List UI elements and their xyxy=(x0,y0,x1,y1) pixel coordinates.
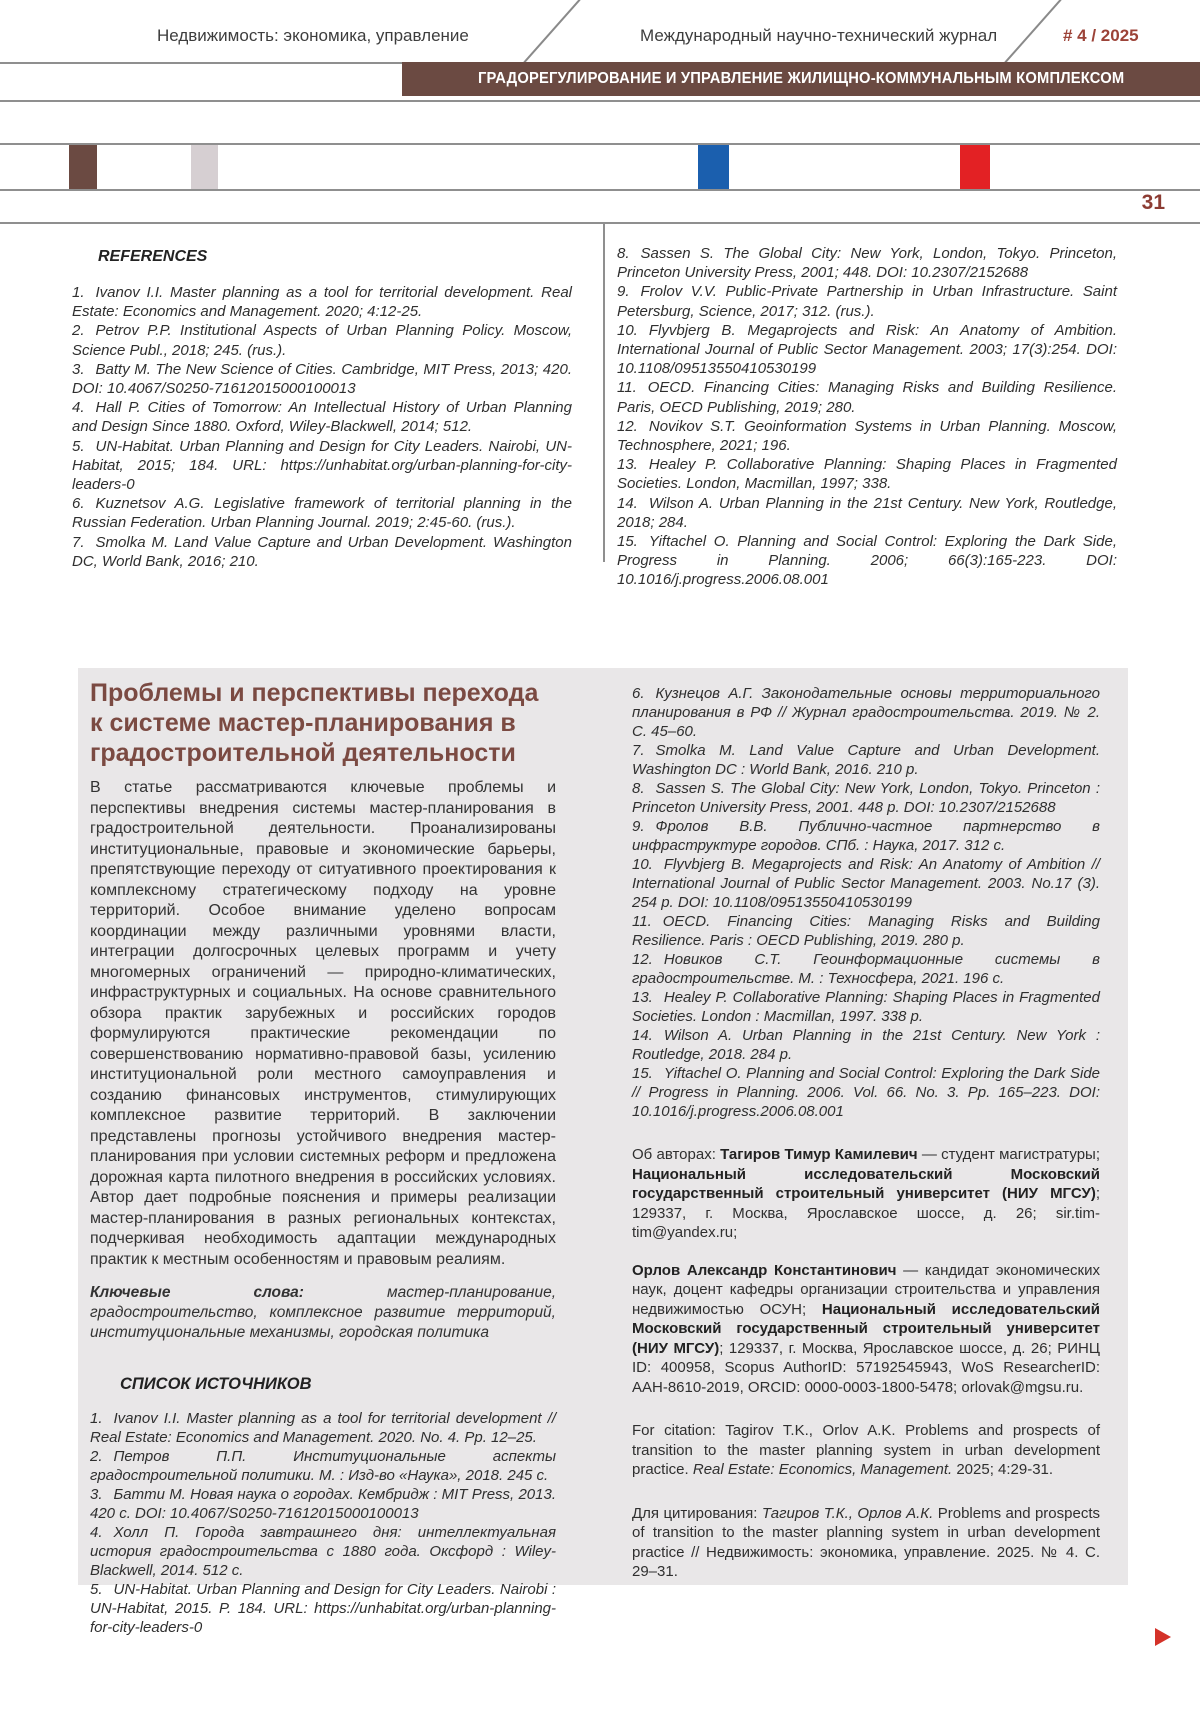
reference-item: 2. Petrov P.P. Institutional Aspects of Urban Planning Policy. Moscow, Science Publ., 2018; 245. (rus.). xyxy=(72,322,572,359)
sources-heading: СПИСОК ИСТОЧНИКОВ xyxy=(120,1375,312,1393)
source-item: 8. Sassen S. The Global City: New York, London, Tokyo. Princeton : Princeton University Press, 2001. 448 p. DOI: 10.2307/2152688 xyxy=(632,780,1100,816)
header-diagonal-divider xyxy=(1004,0,1061,63)
author1-university: Национальный исследовательский Московский государственный строительный университет (НИУ МГСУ) xyxy=(632,1165,1100,1202)
annotation-column-right xyxy=(632,684,1100,1582)
author2-name: Орлов Александр Константинович xyxy=(632,1261,897,1279)
author1-name: Тагиров Тимур Камилевич xyxy=(720,1146,918,1163)
red-arrow-marker-icon xyxy=(1155,1628,1171,1646)
header-rule xyxy=(0,189,1200,191)
reference-item: 12. Novikov S.T. Geoinformation Systems in Urban Planning. Moscow, Technosphere, 2021; 196. xyxy=(617,417,1117,455)
author2-paragraph: Орлов Александр Константинович — кандидат экономических наук, доцент кафедры организации строительства и управления недвижимостью ОСУН; Национальный исследовательский Московский государственный строительный университет (НИУ МГСУ); 129337, г. Москва, Ярославское шоссе, д. 26; РИНЦ ID: 400958, Scopus AuthorID: 57192545943, WoS ResearcherID: AAH-8610-2019, ORCID: 0000-0003-1800-5478; orlovak@mgsu.ru. xyxy=(632,1261,1100,1396)
references-top-rule xyxy=(0,222,1200,224)
references-column-divider xyxy=(603,222,605,562)
article-annotation-block xyxy=(78,668,1128,1636)
keywords-label: Ключевые слова: xyxy=(90,1284,304,1301)
source-item: 10. Flyvbjerg B. Megaprojects and Risk: An Anatomy of Ambition // International Journal of Public Sector Management. 2003. No.17 (3). 254 p. DOI: 10.1108/09513550410530199 xyxy=(632,856,1100,911)
reference-item: 8. Sassen S. The Global City: New York, London, Tokyo. Princeton, Princeton University Press, 2001; 448. DOI: 10.2307/2152688 xyxy=(617,245,1117,282)
references-column-left xyxy=(72,240,572,571)
source-item: 12. Новиков С.Т. Геоинформационные системы в градостроительстве. М. : Техносфера, 2021. 196 с. xyxy=(632,951,1100,987)
source-item: 15. Yiftachel O. Planning and Social Control: Exploring the Dark Side // Progress in Planning. 2006. Vol. 66. No. 3. Pp. 165–223. DOI: 10.1016/j.progress.2006.08.001 xyxy=(632,1065,1100,1120)
about-authors-paragraph: Об авторах: Тагиров Тимур Камилевич — студент магистратуры; Национальный исследовательский Московский государственный строительный университет (НИУ МГСУ); 129337, г. Москва, Ярославское шоссе, д. 26; sir.tim-tim@yandex.ru; xyxy=(632,1146,1100,1241)
citation-en: For citation: Tagirov T.K., Orlov A.K. Problems and prospects of transition to the master planning system in urban development practice. Real Estate: Economics, Management. 2025; 4:29-31. xyxy=(632,1422,1101,1478)
source-item: 11. OECD. Financing Cities: Managing Risks and Building Resilience. Paris : OECD Publishing, 2019. 280 p. xyxy=(632,913,1100,949)
reference-item: 4. Hall P. Cities of Tomorrow: An Intellectual History of Urban Planning and Design Since 1880. Oxford, Wiley-Blackwell, 2014; 512. xyxy=(72,399,572,436)
references-heading: REFERENCES xyxy=(98,248,208,265)
source-item: 2. Петров П.П. Институциональные аспекты градостроительной политики. М. : Изд-во «Наука», 2018. 245 с. xyxy=(90,1448,556,1484)
reference-item: 6. Kuznetsov A.G. Legislative framework of territorial planning in the Russian Federation. Urban Planning Journal. 2019; 2:45-60. (rus.). xyxy=(72,495,572,532)
reference-item: 14. Wilson A. Urban Planning in the 21st Century. New York, Routledge, 2018; 284. xyxy=(617,494,1117,531)
article-keywords: Ключевые слова: мастер-планирование, градостроительство, комплексное развитие территорий, институциональные механизмы, городская политика xyxy=(90,1284,556,1341)
source-item: 6. Кузнецов А.Г. Законодательные основы территориального планирования в РФ // Журнал градостроительства. 2019. № 2. С. 45–60. xyxy=(632,685,1100,740)
source-item: 7. Smolka M. Land Value Capture and Urban Development. Washington DC : World Bank, 2016. 210 p. xyxy=(632,742,1100,778)
author2-university: Национальный исследовательский Московский государственный строительный университет (НИУ МГСУ) xyxy=(632,1300,1100,1357)
section-banner xyxy=(402,62,1200,96)
color-bar-light-gray xyxy=(191,145,218,189)
journal-title: Недвижимость: экономика, управление xyxy=(157,26,469,45)
reference-item: 1. Ivanov I.I. Master planning as a tool for territorial development. Real Estate: Economics and Management. 2020; 4:12-25. xyxy=(72,284,572,321)
reference-item: 3. Batty M. The New Science of Cities. Cambridge, MIT Press, 2013; 420. DOI: 10.4067/S0250-71612015000100013 xyxy=(72,360,572,398)
source-item: 13. Healey P. Collaborative Planning: Shaping Places in Fragmented Societies. London : Macmillan, 1997. 338 p. xyxy=(632,989,1100,1025)
annotation-column-left xyxy=(90,678,556,1637)
reference-item: 9. Frolov V.V. Public-Private Partnership in Urban Infrastructure. Saint Petersburg, Science, 2017; 312. (rus.). xyxy=(617,283,1117,320)
reference-item: 13. Healey P. Collaborative Planning: Shaping Places in Fragmented Societies. London, Macmillan, 1997; 338. xyxy=(617,456,1117,493)
section-banner-label: ГРАДОРЕГУЛИРОВАНИЕ И УПРАВЛЕНИЕ ЖИЛИЩНО-КОММУНАЛЬНЫМ КОМПЛЕКСОМ xyxy=(477,70,1125,87)
page-number: 31 xyxy=(1141,191,1165,214)
citation-ru: Для цитирования: Тагиров Т.К., Орлов А.К. Problems and prospects of transition to the master planning system in urban development practice // Недвижимость: экономика, управление. 2025. № 4. С. 29–31. xyxy=(632,1504,1100,1580)
header-rule xyxy=(0,143,1200,145)
reference-item: 7. Smolka M. Land Value Capture and Urban Development. Washington DC, World Bank, 2016; 210. xyxy=(72,533,572,570)
header-rule xyxy=(0,100,1200,102)
reference-item: 5. UN-Habitat. Urban Planning and Design for City Leaders. Nairobi, UN-Habitat, 2015; 184. URL: https://unhabitat.org/urban-planning-for-city-leaders-0 xyxy=(72,437,572,494)
source-item: 4. Холл П. Города завтрашнего дня: интеллектуальная история градостроительства с 1880 года. Оксфорд : Wiley-Blackwell, 2014. 512 с. xyxy=(90,1524,556,1579)
color-bar-blue xyxy=(698,145,729,189)
source-item: 3. Батти М. Новая наука о городах. Кембридж : MIT Press, 2013. 420 с. DOI: 10.4067/S0250-71612015000100013 xyxy=(90,1486,556,1522)
source-item: 9. Фролов В.В. Публично-частное партнерство в инфраструктуре городов. СПб. : Наука, 2017. 312 с. xyxy=(632,818,1100,854)
header-diagonal-divider xyxy=(523,0,580,63)
issue-number: # 4 / 2025 xyxy=(1063,26,1139,45)
color-bar-red xyxy=(960,145,990,189)
source-item: 14. Wilson A. Urban Planning in the 21st Century. New York : Routledge, 2018. 284 p. xyxy=(632,1027,1100,1063)
article-abstract: В статье рассматриваются ключевые проблемы и перспективы внедрения системы мастер-планирования в градостроительной деятельности. Проанализированы институциональные, правовые и экономические барьеры, препятствующие переходу от ситуативного проектирования к комплексному стратегическому подходу на уровне территорий. Особое внимание уделено вопросам координации между различными уровнями власти, интеграции долгосрочных целевых программ и учету многомерных ограничений — природно-климатических, инфраструктурных и социальных. На основе сравнительного обзора практик зарубежных и российских городов формулируются практические рекомендации по совершенствованию нормативно-правовой базы, усилению институциональной роли местного самоуправления и созданию финансовых инструментов, стимулирующих комплексное развитие территорий. В заключении представлены прогнозы устойчивого внедрения мастер-планирования при условии системных реформ и предложена дорожная карта пилотного внедрения в российских условиях. Автор дает подробные пояснения и примеры реализации мастер-планирования в разных региональных контекстах, подчеркивая необходимость адаптации международных практик к местным особенностям и правовым реалиям. xyxy=(90,779,556,1268)
article-title: Проблемы и перспективы перехода к системе мастер-планирования в градостроительной деятельности xyxy=(90,679,539,767)
reference-item: 10. Flyvbjerg B. Megaprojects and Risk: An Anatomy of Ambition. International Journal of Public Sector Management. 2003; 17(3):254. DOI: 10.1108/09513550410530199 xyxy=(617,321,1117,378)
source-item: 5. UN-Habitat. Urban Planning and Design for City Leaders. Nairobi : UN-Habitat, 2015. P. 184. URL: https://unhabitat.org/urban-planning-for-city-leaders-0 xyxy=(90,1581,556,1636)
journal-subtitle: Международный научно-технический журнал xyxy=(640,26,998,45)
reference-item: 15. Yiftachel O. Planning and Social Control: Exploring the Dark Side, Progress in Planning. 2006; 66(3):165-223. DOI: 10.1016/j.progress.2006.08.001 xyxy=(617,533,1117,589)
source-item: 1. Ivanov I.I. Master planning as a tool for territorial development // Real Estate: Economics and Management. 2020. No. 4. Pp. 12–25. xyxy=(90,1410,556,1446)
references-column-right xyxy=(617,244,1117,590)
color-bar-brown xyxy=(69,145,97,189)
reference-item: 11. OECD. Financing Cities: Managing Risks and Building Resilience. Paris, OECD Publishing, 2019; 280. xyxy=(617,379,1117,416)
